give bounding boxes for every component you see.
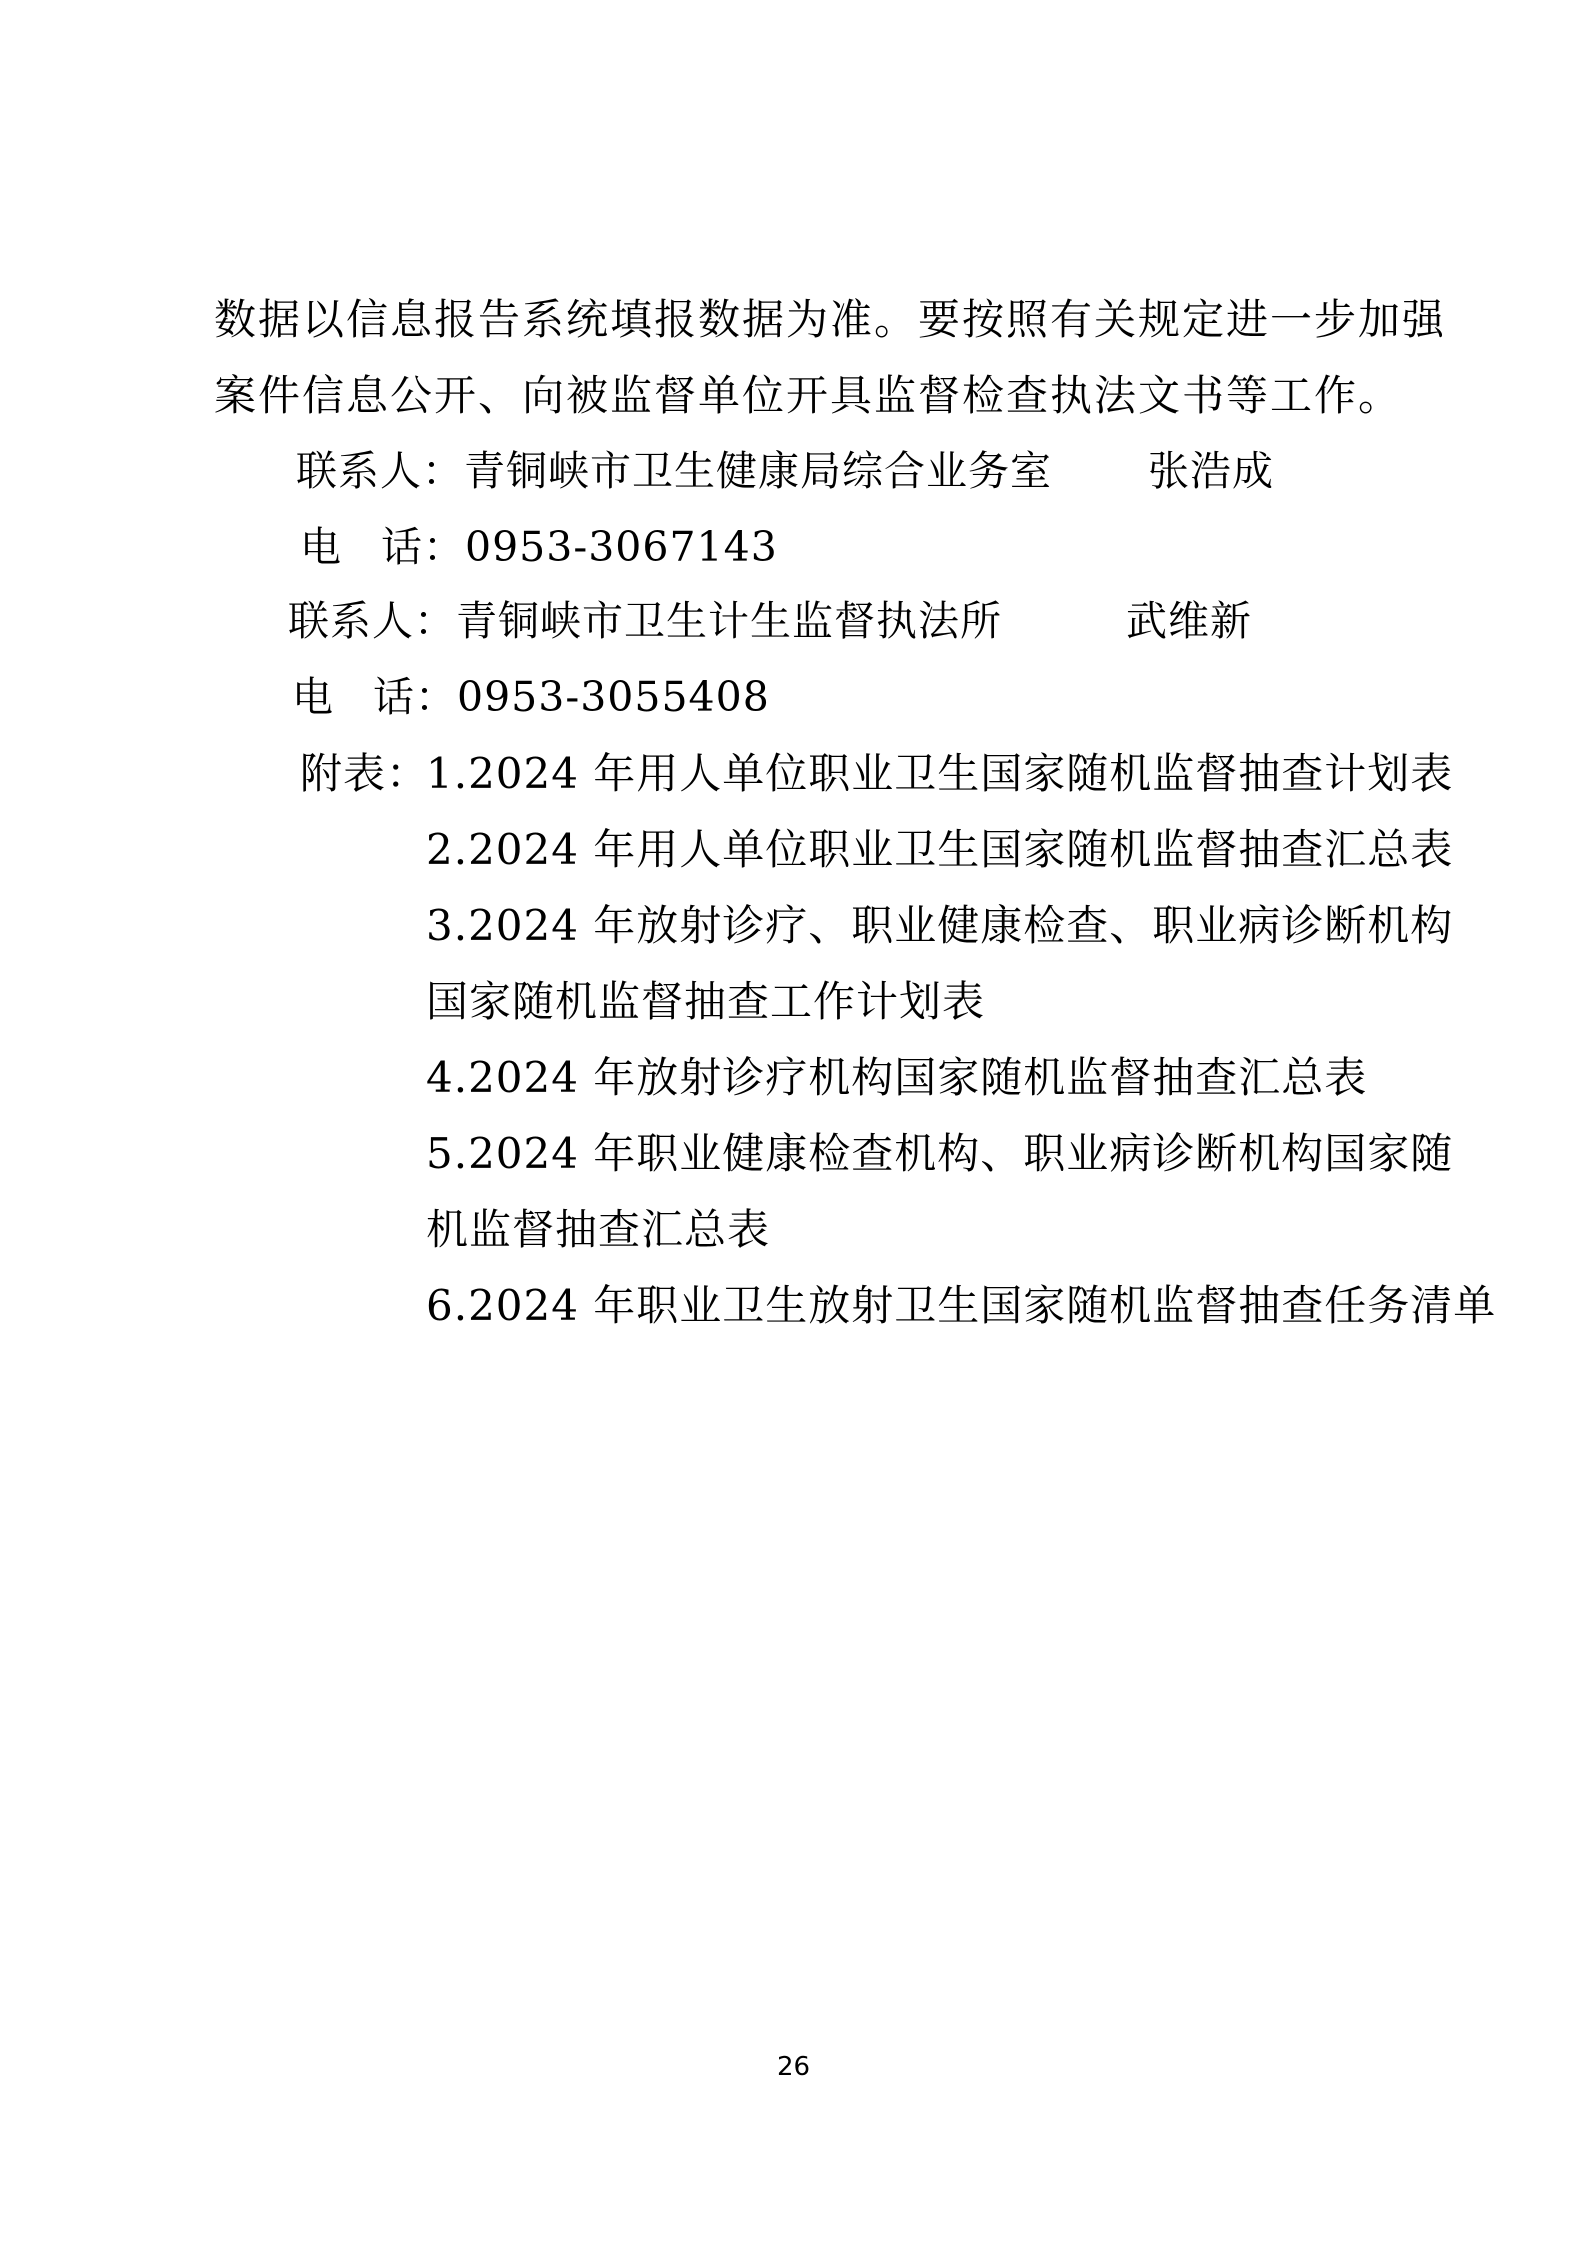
attachment-line-8: 6.2024 年职业卫生放射卫生国家随机监督抽查任务清单 <box>426 1281 1497 1330</box>
contact-2-phone-label-b: 话： <box>373 673 457 721</box>
attachment-line-3: 3.2024 年放射诊疗、职业健康检查、职业病诊断机构 <box>426 901 1454 950</box>
contact-2-phone: 0953-3055408 <box>457 673 770 721</box>
attachment-line-7: 机监督抽查汇总表 <box>426 1205 771 1254</box>
contact-2-org: 青铜峡市卫生计生监督执法所 <box>456 597 1002 645</box>
contact-1-phone-row <box>300 524 778 571</box>
contact-2-label: 联系人： <box>288 597 456 645</box>
attachments-label: 附表： <box>300 749 430 798</box>
paragraph-line-2: 案件信息公开、向被监督单位开具监督检查执法文书等工作。 <box>214 371 1403 420</box>
attachment-line-2: 2.2024 年用人单位职业卫生国家随机监督抽查汇总表 <box>426 825 1454 874</box>
contact-2-person: 武维新 <box>1126 597 1252 645</box>
contact-1-row <box>296 448 1274 495</box>
contact-1-phone-label-b: 话： <box>381 523 465 571</box>
contact-1-person: 张浩成 <box>1148 447 1274 495</box>
contact-2-phone-label-a: 电 <box>292 673 373 721</box>
contact-2-phone-row <box>292 674 770 721</box>
attachment-line-4: 国家随机监督抽查工作计划表 <box>426 977 986 1026</box>
attachment-line-5: 4.2024 年放射诊疗机构国家随机监督抽查汇总表 <box>426 1053 1368 1102</box>
contact-1-label: 联系人： <box>296 447 464 495</box>
paragraph-line-1: 数据以信息报告系统填报数据为准。要按照有关规定进一步加强 <box>214 295 1447 344</box>
attachment-line-1: 1.2024 年用人单位职业卫生国家随机监督抽查计划表 <box>426 749 1454 798</box>
attachment-line-6: 5.2024 年职业健康检查机构、职业病诊断机构国家随 <box>426 1129 1454 1178</box>
contact-2-row <box>288 598 1252 645</box>
contact-1-org: 青铜峡市卫生健康局综合业务室 <box>464 447 1052 495</box>
contact-1-phone-label-a: 电 <box>300 523 381 571</box>
contact-1-phone: 0953-3067143 <box>465 523 778 571</box>
page-number: 26 <box>776 2052 811 2082</box>
